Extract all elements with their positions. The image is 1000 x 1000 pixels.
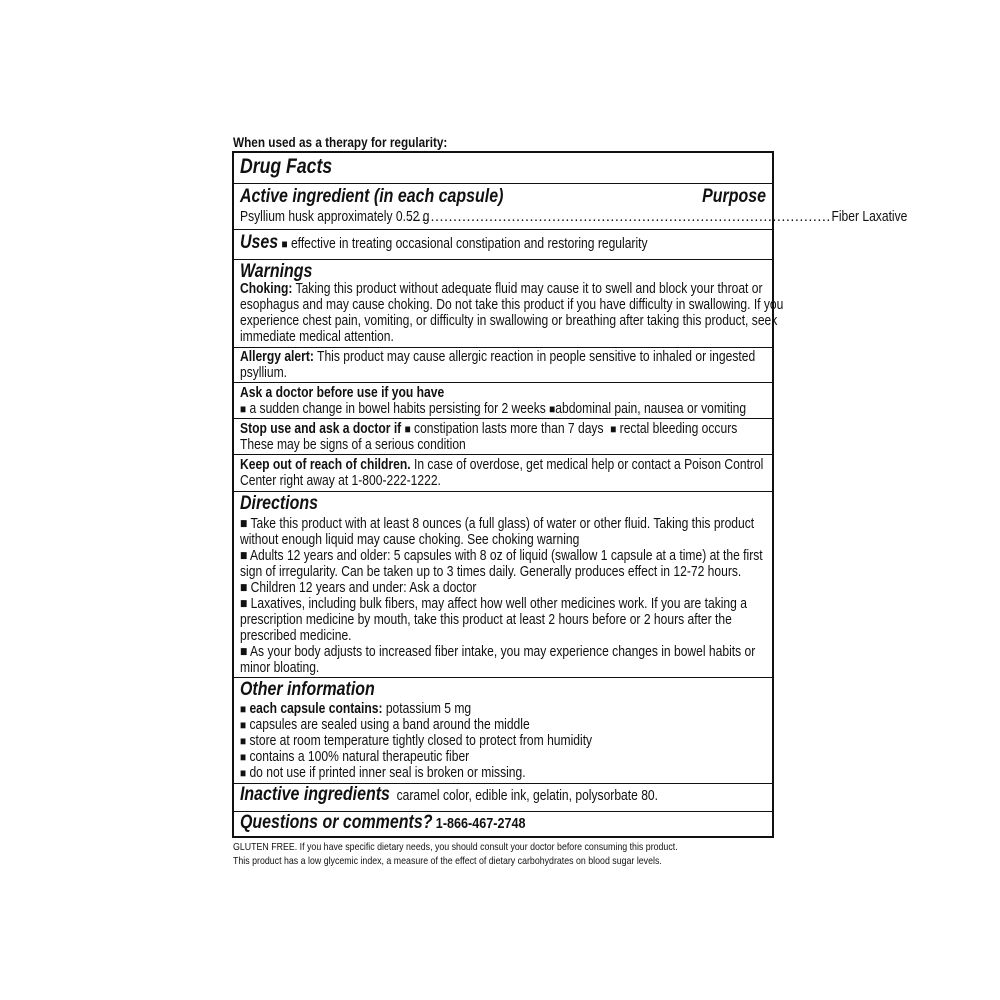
leader-dots: .............................................................................................. (408, 209, 831, 225)
questions-row (240, 812, 580, 833)
other-info-item: ■ capsules are sealed using a band around the middle (240, 717, 530, 733)
divider (234, 454, 772, 455)
other-info-item: ■ store at room temperature tightly closed to protect from humidity (240, 733, 593, 749)
divider (234, 183, 772, 184)
other-info-heading: Other information (240, 679, 375, 700)
other-info-item: ■ contains a 100% natural therapeutic fiber (240, 749, 470, 765)
bullet-icon: ■ (240, 702, 247, 716)
inactive-text: caramel color, edible ink, gelatin, polysorbate 80. (396, 788, 659, 804)
other-info-item: ■ each capsule contains: potassium 5 mg (240, 701, 472, 717)
choking-line-2: esophagus and may cause choking. Do not take this product if you have difficulty in swallowing. If you (240, 297, 784, 313)
keep-out-line-2: Center right away at 1-800-222-1222. (240, 473, 441, 489)
ingredient-purpose: Fiber Laxative (831, 209, 908, 225)
purpose-heading: Purpose (702, 186, 766, 207)
panel-caption: When used as a therapy for regularity: (233, 134, 448, 150)
keep-out-label: Keep out of reach of children. (240, 457, 411, 473)
directions-line: without enough liquid may cause choking. See choking warning (240, 532, 580, 548)
uses-text: effective in treating occasional constipation and restoring regularity (290, 236, 648, 252)
directions-line: ■ Laxatives, including bulk fibers, may affect how well other medicines work. If you are taking a (240, 596, 747, 612)
stop-use-line: Stop use and ask a doctor if ■ constipation lasts more than 7 days ■ rectal bleeding occurs (240, 421, 738, 437)
directions-line: ■ Take this product with at least 8 ounces (a full glass) of water or other fluid. Taking this product (240, 516, 755, 532)
directions-heading: Directions (240, 493, 319, 514)
divider (234, 347, 772, 348)
bullet-icon: ■ (240, 750, 247, 764)
stop-use-label: Stop use and ask a doctor if (240, 421, 402, 437)
allergy-line-1: Allergy alert: This product may cause allergic reaction in people sensitive to inhaled or ingested (240, 349, 756, 365)
directions-line: sign of irregularity. Can be taken up to 3 times daily. Generally produces effect in 12-72 hours. (240, 564, 742, 580)
directions-line: ■ As your body adjusts to increased fiber intake, you may experience changes in bowel habits or (240, 644, 756, 660)
bullet-icon: ■ (240, 402, 247, 416)
inactive-ingredients (240, 784, 738, 805)
active-ingredient-row (240, 209, 908, 225)
ingredient-name: Psyllium husk approximately 0.52 g (240, 209, 430, 225)
stop-use-note: These may be signs of a serious condition (240, 437, 466, 453)
footer-note (233, 840, 762, 868)
ask-doctor-heading: Ask a doctor before use if you have (240, 385, 445, 401)
divider (234, 418, 772, 419)
choking-line-3: experience chest pain, vomiting, or difficulty in swallowing or breathing after taking this product, seek (240, 313, 778, 329)
drug-facts-panel (232, 151, 908, 838)
questions-heading: Questions or comments? (240, 812, 433, 833)
questions-phone: 1-866-467-2748 (435, 815, 526, 832)
choking-line-4: immediate medical attention. (240, 329, 394, 345)
inactive-heading: Inactive ingredients (240, 784, 390, 805)
bullet-icon: ■ (240, 766, 247, 780)
directions-line: prescribed medicine. (240, 628, 352, 644)
other-info-item: ■ do not use if printed inner seal is broken or missing. (240, 765, 526, 781)
bullet-icon: ■ (549, 402, 556, 416)
footer-line: This product has a low glycemic index, a measure of the effect of dietary carbohydrates on blood sugar levels. (233, 855, 662, 867)
divider (234, 229, 772, 230)
allergy-line-2: psyllium. (240, 365, 288, 381)
directions-line: minor bloating. (240, 660, 320, 676)
choking-label: Choking: (240, 281, 293, 297)
allergy-label: Allergy alert: (240, 349, 314, 365)
directions-line: ■ Adults 12 years and older: 5 capsules with 8 oz of liquid (swallow 1 capsule at a time) at the first (240, 548, 763, 564)
directions-line: ■ Children 12 years and under: Ask a doctor (240, 580, 477, 596)
uses-section (240, 232, 725, 253)
bullet-icon: ■ (240, 718, 247, 732)
warnings-heading: Warnings (240, 261, 313, 282)
directions-line: prescription medicine by mouth, take this product at least 2 hours before or 2 hours after the (240, 612, 732, 628)
footer-line: GLUTEN FREE. If you have specific dietary needs, you should consult your doctor before consuming this product. (233, 841, 678, 853)
divider (234, 677, 772, 678)
ask-doctor-items: ■ a sudden change in bowel habits persisting for 2 weeks ■abdominal pain, nausea or vomiting (240, 401, 747, 417)
bullet-icon: ■ (610, 422, 617, 436)
bullet-icon: ■ (404, 422, 411, 436)
choking-line-1: Choking: Taking this product without adequate fluid may cause it to swell and block your throat or (240, 281, 763, 297)
divider (234, 382, 772, 383)
active-ingredient-heading: Active ingredient (in each capsule) (240, 186, 504, 207)
bullet-icon: ■ (281, 237, 288, 251)
bullet-icon: ■ (240, 734, 247, 748)
drug-facts-title: Drug Facts (240, 155, 333, 178)
uses-heading: Uses (240, 232, 279, 253)
divider (234, 259, 772, 260)
keep-out-line-1: Keep out of reach of children. In case of overdose, get medical help or contact a Poison Control (240, 457, 764, 473)
divider (234, 491, 772, 492)
